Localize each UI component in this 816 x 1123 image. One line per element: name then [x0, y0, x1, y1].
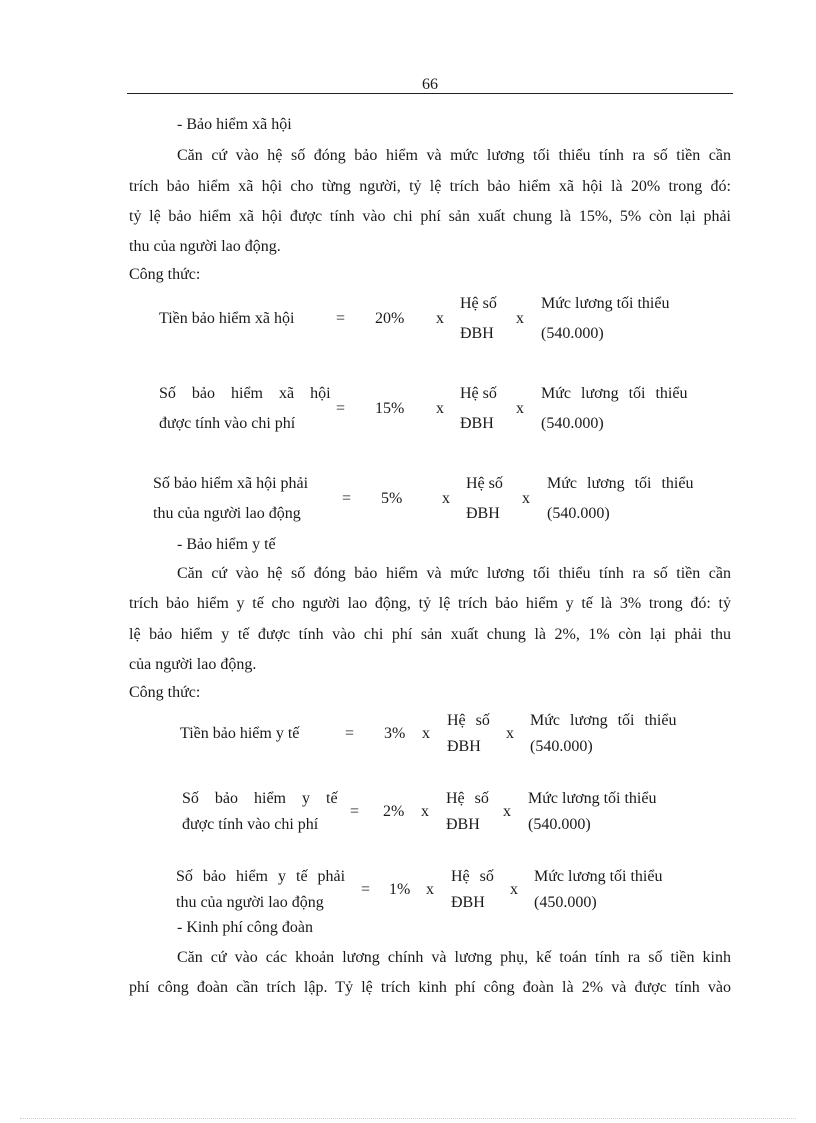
formula-rate: 2% — [383, 803, 405, 820]
bhyt-formula-label: Công thức: — [129, 684, 201, 701]
formula-lhs: Tiền bảo hiểm y tế — [180, 725, 300, 742]
kpcd-heading: - Kinh phí công đoàn — [177, 919, 313, 936]
coef-bottom: ĐBH — [460, 415, 494, 432]
formula-lhs: Số bảo hiểm xã hội — [159, 385, 331, 402]
times-sign: x — [516, 400, 524, 417]
paragraph-line: Căn cứ vào các khoản lương chính và lương phụ, kế toán tính ra số tiền kinh — [177, 949, 731, 966]
bhyt-heading: - Bảo hiểm y tế — [177, 536, 276, 553]
times-sign: x — [436, 310, 444, 327]
paragraph-line: của người lao động. — [129, 656, 257, 673]
formula-lhs: Tiền bảo hiểm xã hội — [159, 310, 295, 327]
times-sign: x — [421, 803, 429, 820]
wage-top: Mức lương tối thiểu — [528, 790, 657, 807]
wage-bottom: (540.000) — [530, 738, 593, 755]
times-sign: x — [506, 725, 514, 742]
paragraph-line: lệ bảo hiểm y tế được tính vào chi phí sản xuất chung là 2%, 1% còn lại phải thu — [129, 626, 731, 643]
formula-lhs: Số bảo hiểm y tế phải — [176, 868, 346, 885]
paragraph-line: phí công đoàn cần trích lập. Tỷ lệ trích kinh phí công đoàn là 2% và được tính vào — [129, 979, 731, 996]
formula-lhs: được tính vào chi phí — [159, 415, 296, 432]
paragraph-line: Căn cứ vào hệ số đóng bảo hiểm và mức lương tối thiểu tính ra số tiền cần — [177, 565, 731, 582]
coef-top: Hệ số — [451, 868, 494, 885]
wage-top: Mức lương tối thiểu — [534, 868, 663, 885]
times-sign: x — [503, 803, 511, 820]
paragraph-line: thu của người lao động. — [129, 238, 281, 255]
coef-bottom: ĐBH — [446, 816, 480, 833]
paragraph-line: trích bảo hiểm y tế cho người lao động, tỷ lệ trích bảo hiểm y tế là 3% trong đó: tỷ — [129, 595, 731, 612]
coef-top: Hệ số — [466, 475, 503, 492]
formula-rate: 1% — [389, 881, 411, 898]
wage-bottom: (450.000) — [534, 894, 597, 911]
coef-bottom: ĐBH — [466, 505, 500, 522]
times-sign: x — [510, 881, 518, 898]
paragraph-line: Căn cứ vào hệ số đóng bảo hiểm và mức lương tối thiểu tính ra số tiền cần — [177, 147, 731, 164]
times-sign: x — [516, 310, 524, 327]
equals-sign: = — [345, 725, 355, 742]
bhxh-heading: - Bảo hiểm xã hội — [177, 116, 292, 133]
times-sign: x — [436, 400, 444, 417]
coef-top: Hệ số — [446, 790, 489, 807]
coef-top: Hệ số — [460, 385, 497, 402]
header-rule — [127, 93, 733, 94]
formula-rate: 3% — [384, 725, 406, 742]
formula-lhs: thu của người lao động — [176, 894, 324, 911]
coef-bottom: ĐBH — [460, 325, 494, 342]
paragraph-line: tỷ lệ bảo hiểm xã hội được tính vào chi phí sản xuất chung là 15%, 5% còn lại phải — [129, 208, 731, 225]
bottom-border — [20, 1118, 796, 1119]
equals-sign: = — [361, 881, 371, 898]
equals-sign: = — [336, 310, 346, 327]
bhxh-formula-label: Công thức: — [129, 266, 201, 283]
formula-lhs: Số bảo hiểm xã hội phải — [153, 475, 309, 492]
times-sign: x — [422, 725, 430, 742]
wage-bottom: (540.000) — [528, 816, 591, 833]
times-sign: x — [522, 490, 530, 507]
wage-bottom: (540.000) — [541, 415, 604, 432]
equals-sign: = — [336, 400, 346, 417]
wage-top: Mức lương tối thiểu — [547, 475, 694, 492]
formula-rate: 15% — [375, 400, 405, 417]
wage-bottom: (540.000) — [541, 325, 604, 342]
formula-rate: 5% — [381, 490, 403, 507]
page-number: 66 — [422, 76, 438, 93]
formula-lhs: thu của người lao động — [153, 505, 301, 522]
wage-bottom: (540.000) — [547, 505, 610, 522]
paragraph-line: trích bảo hiểm xã hội cho từng người, tỷ lệ trích bảo hiểm xã hội là 20% trong đó: — [129, 178, 731, 195]
times-sign: x — [426, 881, 434, 898]
coef-top: Hệ số — [460, 295, 497, 312]
coef-top: Hệ số — [447, 712, 490, 729]
wage-top: Mức lương tối thiểu — [541, 385, 688, 402]
equals-sign: = — [342, 490, 352, 507]
coef-bottom: ĐBH — [451, 894, 485, 911]
wage-top: Mức lương tối thiểu — [541, 295, 670, 312]
equals-sign: = — [350, 803, 360, 820]
formula-lhs: được tính vào chi phí — [182, 816, 319, 833]
formula-lhs: Số bảo hiểm y tế — [182, 790, 338, 807]
times-sign: x — [442, 490, 450, 507]
formula-rate: 20% — [375, 310, 405, 327]
wage-top: Mức lương tối thiểu — [530, 712, 677, 729]
coef-bottom: ĐBH — [447, 738, 481, 755]
